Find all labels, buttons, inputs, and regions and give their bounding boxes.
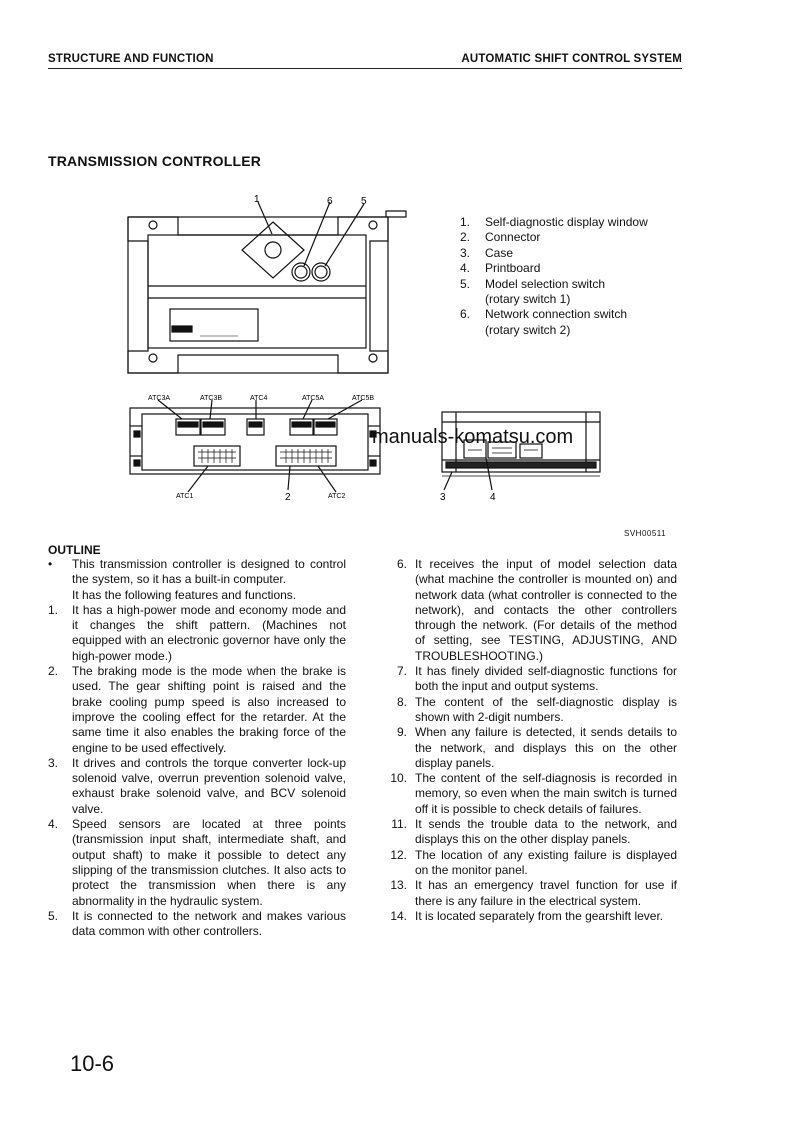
mounting-hole-icon: [149, 221, 157, 229]
label-atc3b: ATC3B: [200, 395, 223, 402]
header-rule: [48, 68, 682, 69]
callout-1: 1: [254, 194, 260, 205]
list-item: 3. It drives and controls the torque converter lock-up solenoid valve, overrun prevention solenoid valve, exhaust brake solenoid valve, and BCV solenoid valve.: [48, 755, 346, 816]
list-item: 5. It is connected to the network and makes various data common with other controllers.: [48, 908, 346, 939]
list-item: It has the following features and functions.: [72, 587, 297, 602]
controller-front-view: [130, 408, 380, 474]
list-item: 13. It has an emergency travel function for use if there is any failure in the electrical system.: [390, 878, 677, 908]
outline-title: OUTLINE: [48, 543, 101, 557]
legend-item: 3. Case: [460, 245, 514, 260]
list-item: 4. Speed sensors are located at three points (transmission input shaft, intermediate shaft, and output shaft) to make it possible to detect any slipping of the transmission clutches. It also acts to protect the transmission when there is any abnormality in the hydraulic system.: [48, 817, 346, 908]
mounting-hole-icon: [369, 354, 377, 362]
mounting-hole-icon: [369, 221, 377, 229]
callout-3: 3: [440, 492, 446, 503]
legend-item: 4. Printboard: [460, 261, 541, 276]
callout-4: 4: [490, 492, 496, 503]
list-item: 10. The content of the self-diagnosis is recorded in memory, so even when the main switch is turned off it is possible to check details of failures.: [390, 771, 677, 816]
connector-atc1: [194, 446, 240, 466]
list-item: 2. The braking mode is the mode when the brake is used. The gear shifting point is raised and the brake cooling pump speed is also increased to improve the cooling effect for the retarder. At the same time it also enables the braking force of the engine to be used effectively.: [48, 664, 346, 755]
label-atc3a: ATC3A: [148, 395, 171, 402]
legend-item: 6. Network connection switch: [460, 307, 628, 322]
section-title: TRANSMISSION CONTROLLER: [48, 153, 262, 169]
outline-right-column: [385, 557, 677, 924]
label-atc1: ATC1: [176, 493, 194, 500]
list-item: 6. It receives the input of model selection data (what machine the controller is mounted on) and network data (what controller is connected to the network), and contacts the other controllers through the network. (For details of the method of setting, see TESTING, ADJUSTING, AND TROUBLESHOOTING.): [396, 557, 677, 663]
header-left: STRUCTURE AND FUNCTION: [48, 53, 214, 65]
list-item: 7. It has finely divided self-diagnostic functions for both the input and output systems.: [396, 664, 677, 694]
display-window: [242, 222, 304, 278]
callout-6: 6: [327, 196, 333, 207]
callout-2: 2: [285, 492, 291, 503]
list-item: 9. When any failure is detected, it sends details to the network, and displays this on the other display panels.: [396, 725, 677, 770]
legend-item: 1. Self-diagnostic display window: [460, 215, 648, 229]
label-atc2: ATC2: [328, 493, 346, 500]
label-atc5a: ATC5A: [302, 395, 325, 402]
controller-drawing: [120, 190, 620, 520]
list-item: • This transmission controller is designed to control the system, so it has a built-in computer.: [48, 557, 346, 587]
connector-atc2: [276, 446, 336, 466]
list-item: 11. It sends the trouble data to the network, and displays this on the other display panels.: [391, 817, 677, 847]
callout-5: 5: [361, 196, 367, 207]
list-item: 12. The location of any existing failure is displayed on the monitor panel.: [390, 847, 677, 877]
list-item: 14. It is located separately from the gearshift lever.: [390, 908, 664, 923]
legend-item: 5. Model selection switch: [460, 276, 606, 291]
watermark: manuals-komatsu.com: [372, 426, 574, 448]
legend-item: (rotary switch 1): [485, 292, 571, 307]
label-atc4: ATC4: [250, 395, 268, 402]
legend-item: 2. Connector: [460, 230, 541, 245]
list-item: 1. It has a high-power mode and economy mode and it changes the shift pattern. (Machines not equipped with an electronic governor have only the high-power mode.): [48, 602, 346, 663]
list-item: 8. The content of the self-diagnostic display is shown with 2-digit numbers.: [396, 694, 677, 724]
page-number: 10-6: [70, 1051, 115, 1076]
legend-item: (rotary switch 2): [485, 322, 571, 337]
mounting-hole-icon: [149, 354, 157, 362]
header-right: AUTOMATIC SHIFT CONTROL SYSTEM: [461, 53, 682, 65]
outline-left-column: [48, 557, 346, 939]
figure-code: SVH00511: [624, 529, 667, 538]
label-atc5b: ATC5B: [352, 395, 375, 402]
